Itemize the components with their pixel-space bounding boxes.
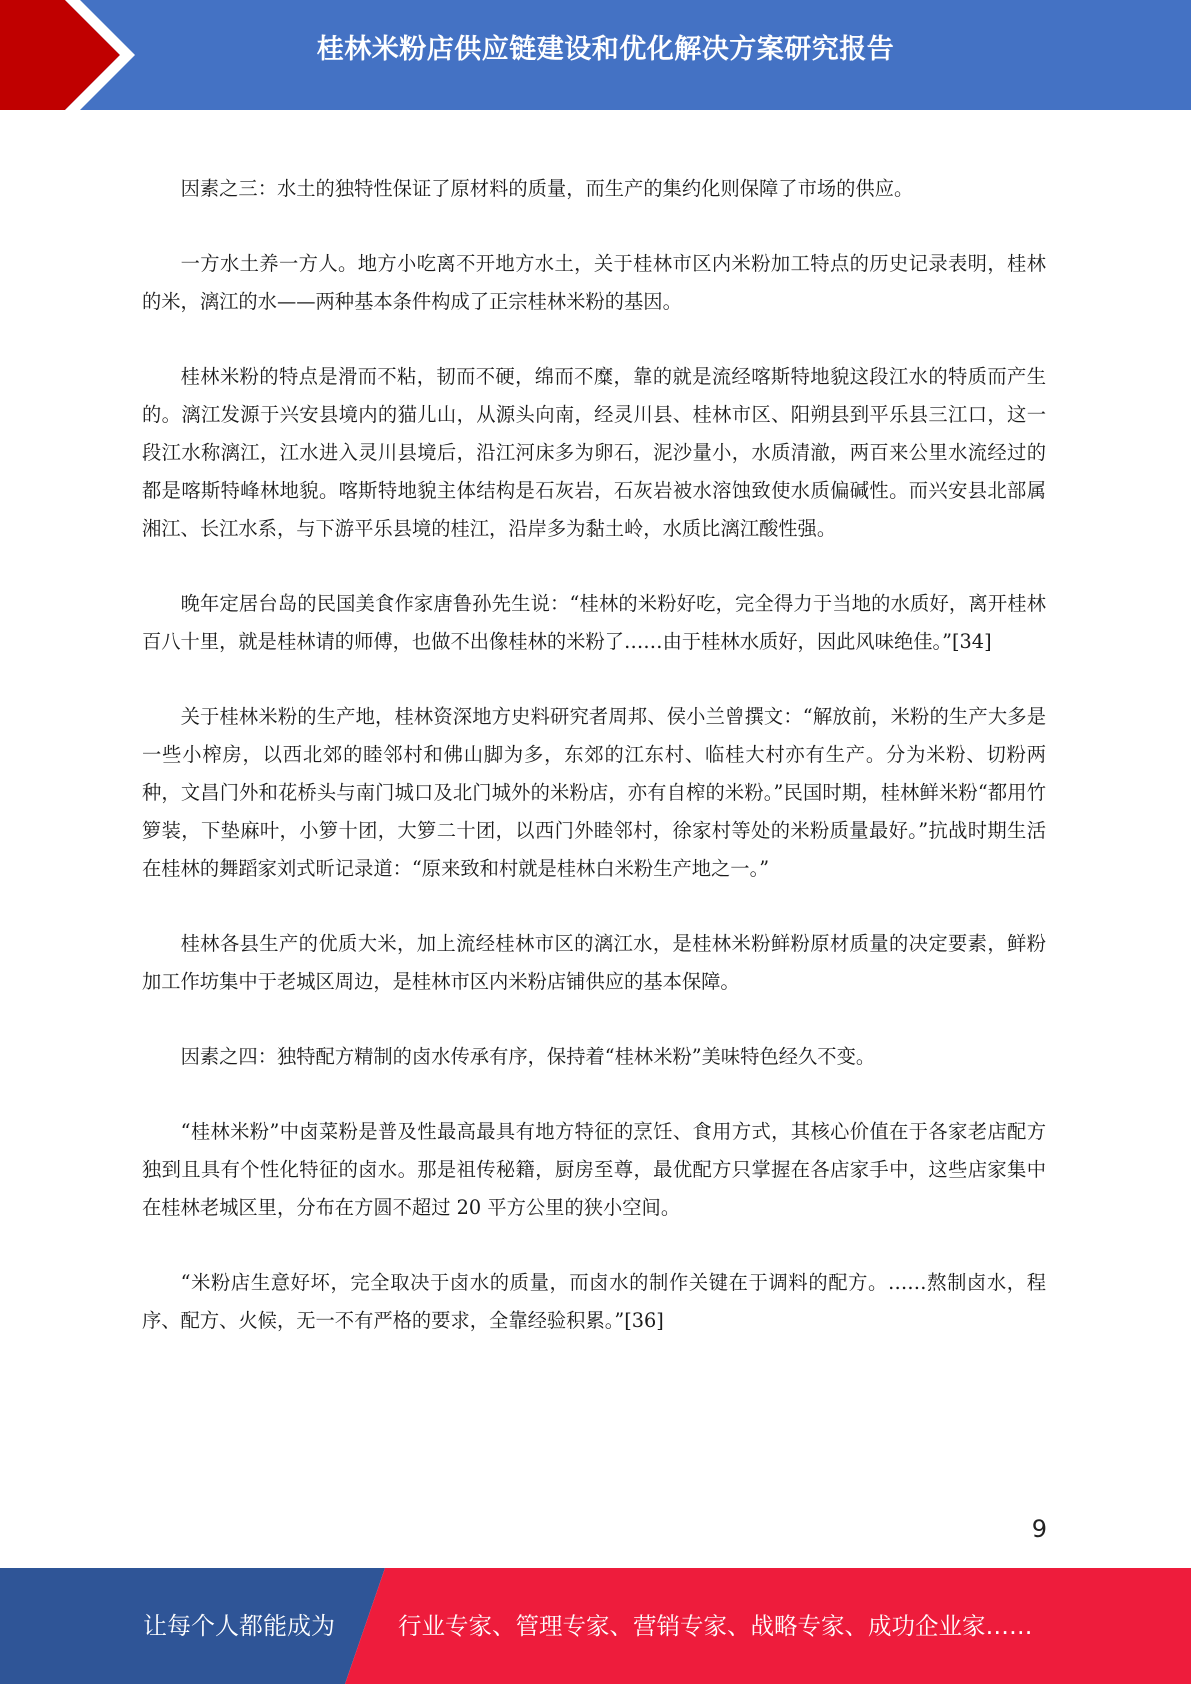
paragraph: “桂林米粉”中卤菜粉是普及性最高最具有地方特征的烹饪、食用方式，其核心价值在于各家老店配方独到且具有个性化特征的卤水。那是祖传秘籍，厨房至尊，最优配方只掌握在各店家手中，这些店家集中在桂林老城区里，分布在方圆不超过 20 平方公里的狭小空间。 xyxy=(142,1120,1046,1219)
footer-slogan-right: 行业专家、管理专家、营销专家、战略专家、成功企业家…… xyxy=(398,1612,1033,1640)
footer-slogan-left: 让每个人都能成为 xyxy=(143,1612,335,1640)
paragraph: 桂林米粉的特点是滑而不粘，韧而不硬，绵而不糜，靠的就是流经喀斯特地貌这段江水的特质而产生的。漓江发源于兴安县境内的猫儿山，从源头向南，经灵川县、桂林市区、阳朔县到平乐县三江口，这一段江水称漓江，江水进入灵川县境后，沿江河床多为卵石，泥沙量小，水质清澈，两百来公里水流经过的都是喀斯特峰林地貌。喀斯特地貌主体结构是石灰岩，石灰岩被水溶蚀致使水质偏碱性。而兴安县北部属湘江、长江水系，与下游平乐县境的桂江，沿岸多为黏土岭，水质比漓江酸性强。 xyxy=(142,365,1046,540)
paragraph: 晚年定居台岛的民国美食作家唐鲁孙先生说：“桂林的米粉好吃，完全得力于当地的水质好，离开桂林百八十里，就是桂林请的师傅，也做不出像桂林的米粉了……由于桂林水质好，因此风味绝佳。”[34] xyxy=(142,592,1046,653)
paragraph: 桂林各县生产的优质大米，加上流经桂林市区的漓江水，是桂林米粉鲜粉原材质量的决定要素，鲜粉加工作坊集中于老城区周边，是桂林市区内米粉店铺供应的基本保障。 xyxy=(142,932,1046,993)
header-chevron-decoration xyxy=(0,0,150,110)
paragraph: 一方水土养一方人。地方小吃离不开地方水土，关于桂林市区内米粉加工特点的历史记录表明，桂林的米，漓江的水——两种基本条件构成了正宗桂林米粉的基因。 xyxy=(142,252,1046,313)
paragraph: 关于桂林米粉的生产地，桂林资深地方史料研究者周邦、侯小兰曾撰文：“解放前，米粉的生产大多是一些小榨房，以西北郊的睦邻村和佛山脚为多，东郊的江东村、临桂大村亦有生产。分为米粉、切粉两种，文昌门外和花桥头与南门城口及北门城外的米粉店，亦有自榨的米粉。”民国时期，桂林鲜米粉“都用竹箩装，下垫麻叶，小箩十团，大箩二十团，以西门外睦邻村，徐家村等处的米粉质量最好。”抗战时期生活在桂林的舞蹈家刘式昕记录道：“原来致和村就是桂林白米粉生产地之一。” xyxy=(142,705,1046,880)
page-body xyxy=(142,170,1046,1377)
paragraph: 因素之四：独特配方精制的卤水传承有序，保持着“桂林米粉”美味特色经久不变。 xyxy=(180,1045,876,1068)
paragraph: 因素之三：水土的独特性保证了原材料的质量，而生产的集约化则保障了市场的供应。 xyxy=(180,177,914,200)
report-title: 桂林米粉店供应链建设和优化解决方案研究报告 xyxy=(316,34,895,65)
paragraph: “米粉店生意好坏，完全取决于卤水的质量，而卤水的制作关键在于调料的配方。……熬制卤水，程序、配方、火候，无一不有严格的要求，全靠经验积累。”[36] xyxy=(142,1271,1046,1332)
page-footer xyxy=(0,1568,1191,1684)
page-number: 9 xyxy=(1031,1515,1047,1543)
page-header xyxy=(0,0,1191,110)
